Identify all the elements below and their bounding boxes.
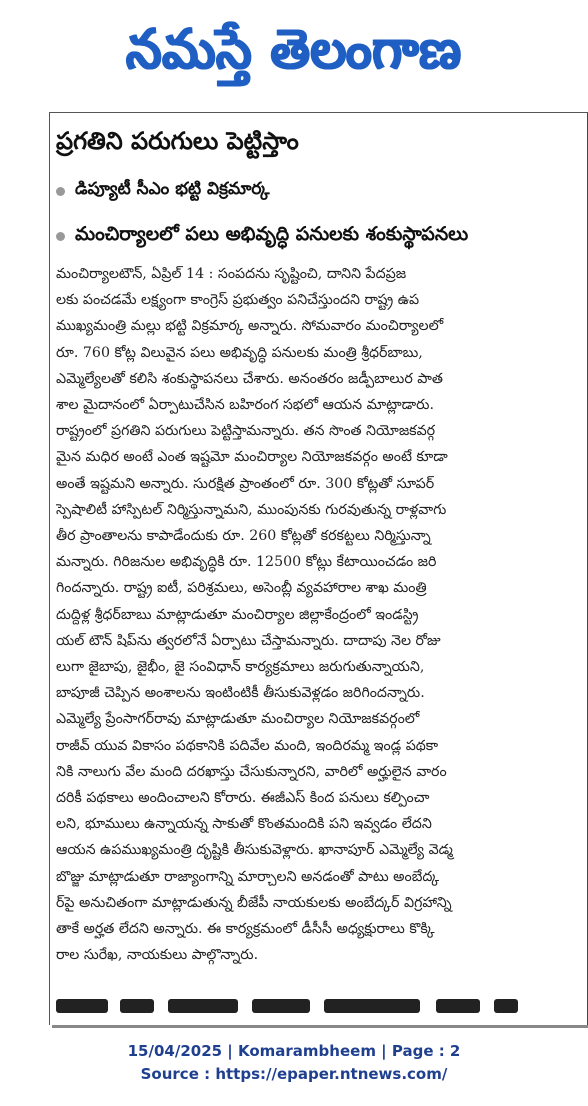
body-line: రాల సురేఖ, నాయకులు పాల్గొన్నారు. — [56, 947, 259, 964]
body-line: బాపూజీ చెప్పిన అంశాలను ఇంటింటికీ తీసుకువెళ్లడం జరిగిందన్నారు. — [56, 685, 425, 702]
bullet-icon — [56, 187, 65, 196]
cut-off-next-headline — [56, 993, 580, 1025]
body-line: ఎమ్మెల్యే ప్రేంసాగర్‌రావు మాట్లాడుతూ మంచిర్యాల నియోజకవర్గంలో — [56, 711, 420, 728]
body-line: మైన మధిర అంటే ఎంత ఇష్టమో మంచిర్యాల నియోజకవర్గం అంటే కూడా — [56, 449, 448, 466]
body-line: ఆయన ఉపముఖ్యమంత్రి దృష్టికి తీసుకువెళ్లారు. ఖానాపూర్ ఎమ్మెల్యే వెడ్మ — [56, 842, 453, 859]
body-line: తాకే అర్హత లేదని అన్నారు. ఈ కార్యక్రమంలో డీసీసీ అధ్యక్షురాలు కొక్కి — [56, 921, 435, 938]
body-line: రూ. 760 కోట్ల విలువైన పలు అభివృద్ధి పనులకు మంత్రి శ్రీధర్‌బాబు, — [56, 344, 423, 361]
body-line: మన్నారు. గిరిజనుల అభివృద్ధికి రూ. 12500 కోట్లు కేటాయించడం జరి — [56, 554, 437, 571]
article-headline: ప్రగతిని పరుగులు పెట్టిస్తాం — [56, 127, 299, 155]
body-line: ముఖ్యమంత్రి మల్లు భట్టి విక్రమార్క అన్నారు. సోమవారం మంచిర్యాలలో — [56, 318, 444, 335]
article-kicker-summary — [56, 223, 468, 250]
body-line: లని, భూములు ఉన్నాయన్న సాకుతో కొంతమందికి పని ఇవ్వడం లేదని — [56, 816, 432, 833]
edition-info: 15/04/2025 | Komarambheem | Page : 2 — [127, 1042, 461, 1060]
bullet-icon — [56, 232, 65, 241]
kicker-text: మంచిర్యాలలో పలు అభివృద్ధి పనులకు శంకుస్థాపనలు — [75, 223, 469, 245]
body-line: దరికీ పథకాలు అందించాలని కోరారు. ఈజీఎస్ కింద పనులు కల్పించా — [56, 790, 430, 807]
body-line: తీర ప్రాంతాలను కాపాడేందుకు రూ. 260 కోట్లతో కరకట్టలు నిర్మిస్తున్నా — [56, 528, 431, 545]
body-line: లుగా జైబాపు, జైభీం, జై సంవిధాన్ కార్యక్రమాలు జరుగుతున్నాయని, — [56, 659, 425, 676]
body-line: అంతే ఇష్టమని అన్నారు. సురక్షిత ప్రాంతంలో రూ. 300 కోట్లతో సూపర్ — [56, 475, 435, 492]
article-kicker-byline — [56, 179, 270, 203]
body-line: దుద్దిళ్ల శ్రీధర్‌బాబు మాట్లాడుతూ మంచిర్యాల జిల్లాకేంద్రంలో ఇండస్ట్రి — [56, 606, 419, 623]
body-line: రాష్ట్రంలో ప్రగతిని పరుగులు పెట్టిస్తామన్నారు. తన సొంత నియోజకవర్గ — [56, 423, 436, 440]
article-body — [56, 261, 580, 968]
body-line: ఎమ్మెల్యేలతో కలిసి శంకుస్థాపనలు చేశారు. అనంతరం జడ్పీబాలుర పాత — [56, 370, 443, 387]
body-line: రాజీవ్ యువ వికాసం పథకానికి పదివేల మంది, ఇందిరమ్మ ఇండ్ల పథకా — [56, 737, 439, 754]
body-line: గిందన్నారు. రాష్ట్ర ఐటీ, పరిశ్రమలు, అసెంబ్లీ వ్యవహారాల శాఖ మంత్రి — [56, 580, 427, 597]
body-line: బొజ్జు మాట్లాడుతూ రాజ్యాంగాన్ని మార్చాలని అనడంతో పాటు అంబేద్క — [56, 868, 440, 885]
source-footer — [0, 1040, 588, 1086]
body-line: యల్ టౌన్ షిప్‌ను త్వరలోనే ఏర్పాటు చేస్తామన్నారు. దాదాపు నెల రోజు — [56, 632, 441, 649]
source-url: Source : https://epaper.ntnews.com/ — [140, 1065, 448, 1083]
body-line: శాల మైదానంలో ఏర్పాటుచేసిన బహిరంగ సభలో ఆయన మాట్లాడారు. — [56, 397, 434, 414]
newspaper-logo: నమస్తే తెలంగాణ — [126, 16, 462, 81]
body-line: నికి నాలుగు వేల మంది దరఖాస్తు చేసుకున్నారని, వారిలో అర్హులైన వారం — [56, 763, 447, 780]
body-line: ర్‌పై అనుచితంగా మాట్లాడుతున్న బీజేపీ నాయకులకు అంబేద్కర్ విగ్రహాన్ని — [56, 894, 452, 911]
body-line: మంచిర్యాలటౌన్, ఏప్రిల్ 14 : సంపదను సృష్టించి, దానిని పేదప్రజ — [56, 266, 407, 282]
masthead — [0, 0, 588, 112]
body-line: లకు పంచడమే లక్ష్యంగా కాంగ్రెస్ ప్రభుత్వం పనిచేస్తుందని రాష్ట్ర ఉప — [56, 292, 420, 309]
article-clipping — [49, 112, 588, 1025]
body-line: స్పెషాలిటీ హాస్పిటల్ నిర్మిస్తున్నామని, ముంపునకు గురవుతున్న రాళ్లవాగు — [56, 501, 447, 518]
kicker-text: డిప్యూటీ సీఎం భట్టి విక్రమార్క — [75, 179, 270, 199]
